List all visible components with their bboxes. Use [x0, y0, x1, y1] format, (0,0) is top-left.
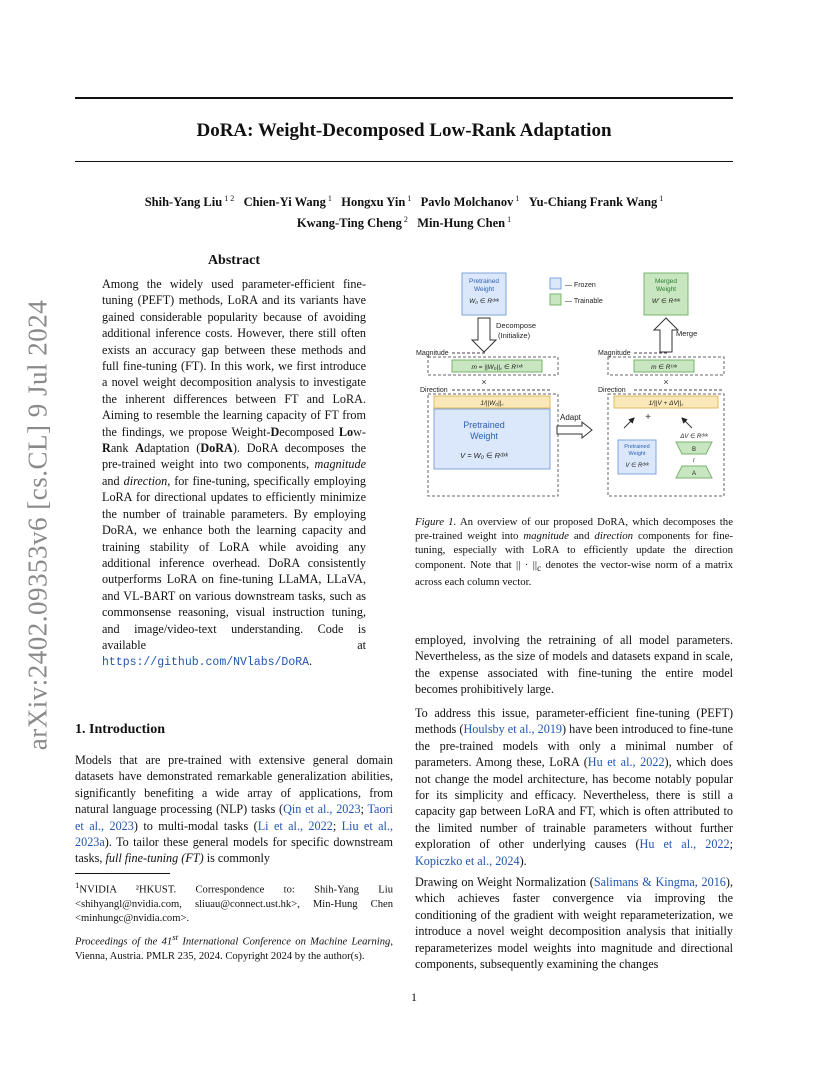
merged-weight-box: [644, 273, 688, 315]
abstract-body: Among the widely used parameter-efficient fine-tuning (PEFT) methods, LoRA and its variants have gained considerable popularity because of avoiding additional inference costs. However, there still often exists an accuracy gap between these methods and full fine-tuning (FT). In this work, we first introduce a novel weight decomposition analysis to investigate the inherent differences between FT and LoRA. Aiming to resemble the learning capacity of FT from the findings, we propose Weight-Decomposed Low-Rank Adaptation (DoRA). DoRA decomposes the pre-trained weight into two components, magnitude and direction, for fine-tuning, specifically employing LoRA for directional updates to efficiently minimize the number of trainable parameters. By employing DoRA, we enhance both the learning capacity and training stability of LoRA while avoiding any additional inference overhead. DoRA consistently outperforms LoRA on fine-tuning LLaMA, LLaVA, and VL-BART on various downstream tasks, such as commonsense reasoning, visual instruction tuning, and image/video-text understanding. Code is available at https://github.com/NVlabs/DoRA.: [102, 277, 367, 670]
svg-text:W′ ∈ Rᵈˣᵏ: W′ ∈ Rᵈˣᵏ: [651, 298, 681, 305]
author-name: Pavlo Molchanov $^1$: [420, 194, 520, 210]
svg-text:Weight: Weight: [655, 286, 677, 293]
top-rule: [75, 97, 733, 99]
decompose-arrow: [472, 318, 496, 352]
svg-text:B: B: [691, 447, 697, 453]
citation-link[interactable]: Qin et al., 2023: [283, 802, 361, 817]
author-name: Hongxu Yin $^1$: [341, 194, 412, 210]
svg-text:V ∈ Rᵈˣᵏ: V ∈ Rᵈˣᵏ: [625, 463, 649, 469]
svg-text:1/||V + ΔV||꜀: 1/||V + ΔV||꜀: [648, 400, 684, 407]
author-name: Chien-Yi Wang $^1$: [243, 194, 332, 210]
author-line-2: [75, 211, 733, 232]
svg-text:W₀ ∈ Rᵈˣᵏ: W₀ ∈ Rᵈˣᵏ: [469, 298, 499, 305]
svg-text:×: ×: [663, 377, 669, 387]
figure-1-caption: Figure 1. An overview of our proposed DoRA, which decomposes the pre-trained weight into magnitude and direction components for fine-tuning, especially with LoRA to efficiently update the direction component. Note that || · $||_c$ denotes the vector-wise norm of a matrix across each column vector.: [415, 516, 733, 588]
svg-text:Magnitude: Magnitude: [416, 350, 449, 357]
right-paragraph-3: Drawing on Weight Normalization (Salimans & Kingma, 2016), which achieves faster convergence via improving the conditioning of the gradient with weight reparameterization, we introduce a novel weight decomposition analysis that initially reparameterizes model weights into magnitude and directional components, subsequently examining the changes: [415, 875, 733, 972]
author-name: Kwang-Ting Cheng $^2$: [296, 215, 408, 231]
svg-text:(Initialize): (Initialize): [498, 331, 531, 340]
figure-1-diagram: [412, 268, 736, 512]
svg-text:Merged: Merged: [654, 278, 678, 285]
intro-heading: 1. Introduction: [75, 722, 165, 737]
right-paragraph-1: employed, involving the retraining of all model parameters. Nevertheless, as the size of models and datasets expand in scale, the expense associated with fine-tuning the entire model becomes prohibitively large.: [415, 633, 733, 697]
svg-text:+: +: [645, 412, 651, 423]
svg-text:A: A: [691, 471, 697, 477]
legend: [550, 278, 603, 305]
svg-text:m ∈ R¹ˣᵏ: m ∈ R¹ˣᵏ: [651, 364, 677, 371]
svg-text:— Trainable: — Trainable: [565, 298, 603, 305]
svg-text:Weight: Weight: [470, 431, 498, 441]
author-line-1: [75, 190, 733, 211]
citation-link[interactable]: Hu et al., 2022: [587, 755, 665, 770]
svg-text:Pretrained: Pretrained: [624, 444, 650, 450]
svg-text:Decompose: Decompose: [496, 321, 537, 330]
citation-link[interactable]: Liu et al., 2023a: [75, 818, 394, 850]
svg-text:Magnitude: Magnitude: [598, 350, 631, 357]
merge-arrow: [654, 318, 678, 352]
svg-text:Weight: Weight: [473, 286, 495, 293]
citation-link[interactable]: Hu et al., 2022: [639, 837, 730, 852]
proceedings-note: Proceedings of the 41st International Conference on Machine Learning, Vienna, Austria. PMLR 235, 2024. Copyright 2024 by the author(s).: [75, 932, 393, 962]
right-paragraph-2: To address this issue, parameter-efficient fine-tuning (PEFT) methods (Houlsby et al., 2019) have been introduced to fine-tune the pre-trained models with only a minimal number of parameters. Among these, LoRA (Hu et al., 2022), which does not change the model architecture, has become notably popular for its simplicity and efficacy. Nevertheless, there is still a capacity gap between LoRA and FT, which is often attributed to the limited number of trainable parameters without further exploration of other underlying causes (Hu et al., 2022; Kopiczko et al., 2024).: [415, 706, 734, 868]
arxiv-stamp-text: arXiv:2402.09353v6 [cs.CL] 9 Jul 2024: [22, 299, 53, 751]
footnote-rule: [75, 873, 170, 874]
svg-text:Pretrained: Pretrained: [463, 420, 505, 430]
page-number: 1: [411, 990, 417, 1004]
svg-text:Direction: Direction: [598, 387, 626, 394]
intro-paragraph: Models that are pre-trained with extensive general domain datasets have demonstrated remarkable generalization abilities, significantly benefiting a wide array of applications, from natural language processing (NLP) tasks (Qin et al., 2023; Taori et al., 2023) to multi-modal tasks (Li et al., 2022; Liu et al., 2023a). To tailor these general models for specific downstream tasks, full fine-tuning (FT) is commonly: [75, 753, 394, 866]
author-name: Shih-Yang Liu $^{1 2}$: [144, 194, 235, 210]
svg-text:— Frozen: — Frozen: [565, 282, 596, 289]
svg-text:Adapt: Adapt: [560, 413, 581, 422]
svg-text:m = ||W₀||꜀ ∈ R¹ˣᵏ: m = ||W₀||꜀ ∈ R¹ˣᵏ: [471, 364, 523, 371]
svg-text:Merge: Merge: [676, 329, 698, 338]
code-link[interactable]: https://github.com/NVlabs/DoRA: [102, 656, 310, 670]
citation-link[interactable]: Kopiczko et al., 2024: [415, 853, 520, 868]
svg-text:V = W₀ ∈ Rᵈˣᵏ: V = W₀ ∈ Rᵈˣᵏ: [460, 451, 508, 460]
author-list: [75, 190, 733, 232]
citation-link[interactable]: Houlsby et al., 2019: [463, 722, 563, 737]
svg-text:Direction: Direction: [420, 387, 448, 394]
affiliation-footnote: $^1$NVIDIA ²HKUST. Correspondence to: Shih-Yang Liu <shihyangl@nvidia.com, sliuau@connect.ust.hk>, Min-Hung Chen <minhungc@nvidia.com>.: [75, 880, 393, 924]
svg-text:1/||W₀||꜀: 1/||W₀||꜀: [480, 400, 504, 407]
abstract-heading: Abstract: [207, 253, 261, 268]
citation-link[interactable]: Salimans & Kingma, 2016: [593, 875, 726, 889]
arxiv-stamp: [18, 299, 58, 751]
citation-link[interactable]: Li et al., 2022: [257, 818, 333, 833]
svg-text:×: ×: [481, 377, 487, 387]
pretrained-weight-box: [462, 273, 506, 315]
svg-text:ΔV ∈ Rᵈˣᵏ: ΔV ∈ Rᵈˣᵏ: [680, 434, 708, 440]
author-name: Min-Hung Chen $^1$: [417, 215, 512, 231]
adapt-arrow: [557, 422, 592, 438]
citation-link[interactable]: Taori et al., 2023: [75, 802, 394, 833]
title-rule: [75, 161, 733, 162]
author-name: Yu-Chiang Frank Wang $^1$: [528, 194, 664, 210]
paper-title: DoRA: Weight-Decomposed Low-Rank Adaptation: [196, 120, 612, 141]
svg-text:Weight: Weight: [628, 451, 646, 457]
svg-text:r: r: [693, 458, 695, 464]
svg-text:Pretrained: Pretrained: [469, 278, 499, 285]
